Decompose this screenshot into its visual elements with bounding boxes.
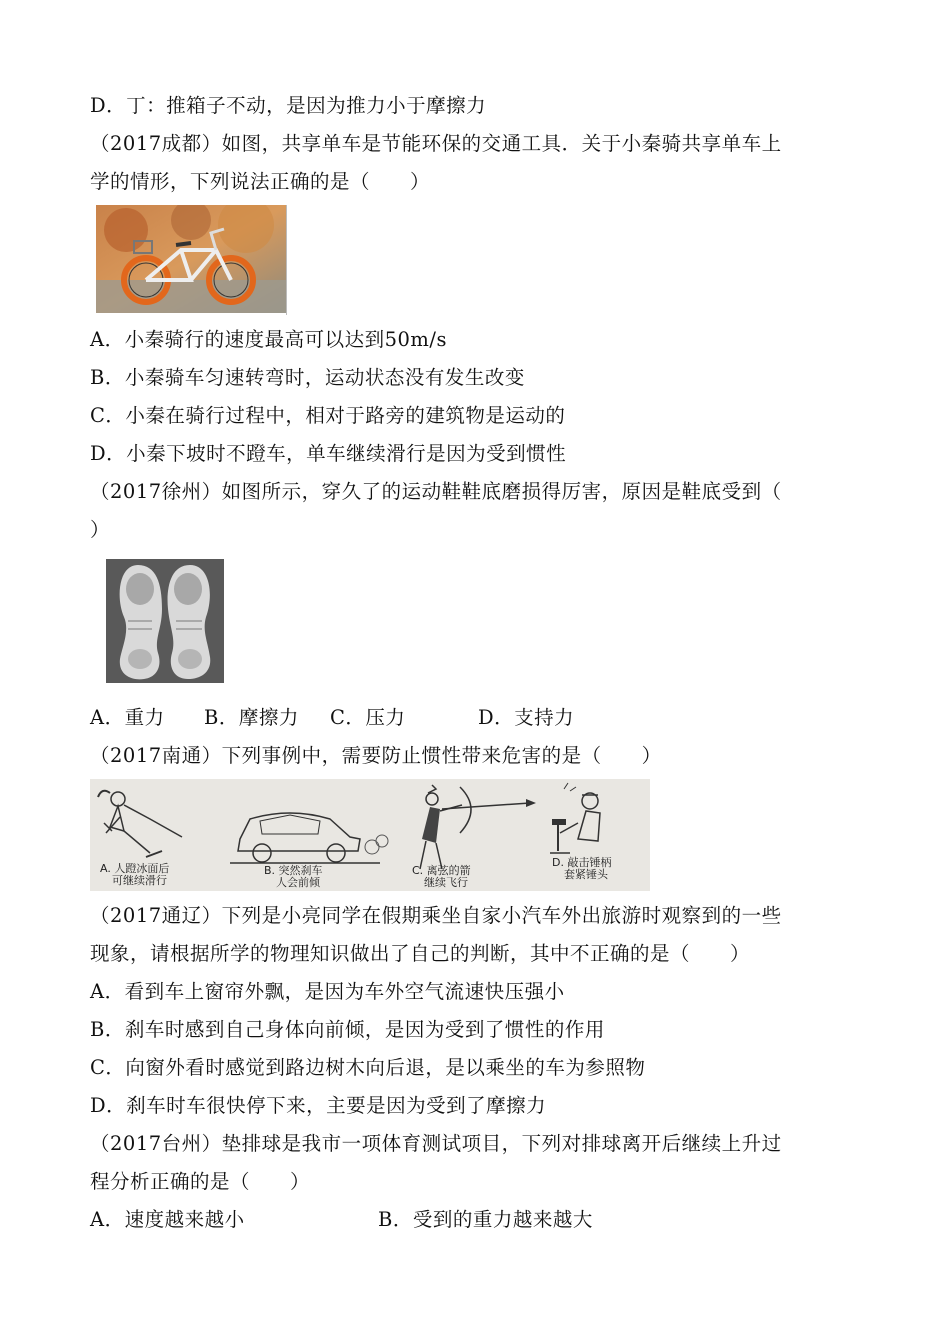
- q3-stem: （2017南通）下列事例中，需要防止惯性带来危害的是（ ）: [90, 744, 662, 767]
- caption-b-line1: B. 突然刹车: [264, 864, 323, 877]
- q1-option-d: D．小秦下坡时不蹬车，单车继续滑行是因为受到惯性: [90, 442, 567, 465]
- q4-option-d: D．刹车时车很快停下来，主要是因为受到了摩擦力: [90, 1094, 547, 1117]
- q4-option-a: A．看到车上窗帘外飘，是因为车外空气流速快压强小: [90, 980, 565, 1003]
- q5-stem-line1: （2017台州）垫排球是我市一项体育测试项目，下列对排球离开后继续上升过: [90, 1132, 782, 1155]
- caption-c-line2: 继续飞行: [424, 876, 468, 889]
- q2-stem-line2: ）: [90, 518, 111, 541]
- caption-a-line1: A. 人蹬冰面后: [100, 862, 170, 875]
- q4-stem-line2: 现象，请根据所学的物理知识做出了自己的判断，其中不正确的是（ ）: [90, 942, 751, 965]
- caption-d-line2: 套紧锤头: [564, 868, 608, 881]
- worn-shoe-soles-photo-icon: [106, 559, 224, 683]
- bicycle-photo-icon: [96, 205, 286, 313]
- inertia-examples-illustration-icon: [90, 779, 650, 891]
- caption-c: [412, 865, 471, 889]
- q1-stem-line1: （2017成都）如图，共享单车是节能环保的交通工具．关于小秦骑共享单车上: [90, 132, 782, 155]
- q2-option-d: D．支持力: [478, 706, 575, 729]
- caption-b-line2: 人会前倾: [276, 876, 320, 889]
- q4-stem-line1: （2017通辽）下列是小亮同学在假期乘坐自家小汽车外出旅游时观察到的一些: [90, 904, 782, 927]
- caption-b: [264, 865, 323, 889]
- q5-option-b: B．受到的重力越来越大: [378, 1208, 593, 1231]
- caption-a: [100, 863, 169, 887]
- caption-c-line1: C. 离弦的箭: [412, 864, 471, 877]
- q5-stem-line2: 程分析正确的是（ ）: [90, 1170, 311, 1193]
- q5-option-a: A．速度越来越小: [90, 1208, 245, 1231]
- q1-stem-line2: 学的情形，下列说法正确的是（ ）: [90, 170, 431, 193]
- caption-d-line1: D. 敲击锤柄: [552, 856, 612, 869]
- q4-option-c: C．向窗外看时感觉到路边树木向后退，是以乘坐的车为参照物: [90, 1056, 646, 1079]
- q2-stem-line1: （2017徐州）如图所示，穿久了的运动鞋鞋底磨损得厉害，原因是鞋底受到（: [90, 480, 782, 503]
- q1-option-b: B．小秦骑车匀速转弯时，运动状态没有发生改变: [90, 366, 525, 389]
- q1-option-a: A．小秦骑行的速度最高可以达到50m/s: [90, 328, 447, 351]
- caption-d: [552, 857, 611, 881]
- figure-border: [286, 205, 287, 315]
- q2-option-a: A．重力: [90, 706, 165, 729]
- q1-option-c: C．小秦在骑行过程中，相对于路旁的建筑物是运动的: [90, 404, 566, 427]
- q2-option-c: C．压力: [330, 706, 406, 729]
- q2-option-b: B．摩擦力: [204, 706, 299, 729]
- caption-a-line2: 可继续滑行: [112, 874, 167, 887]
- q4-option-b: B．刹车时感到自己身体向前倾，是因为受到了惯性的作用: [90, 1018, 605, 1041]
- prev-option-d: D．丁：推箱子不动，是因为推力小于摩擦力: [90, 94, 487, 117]
